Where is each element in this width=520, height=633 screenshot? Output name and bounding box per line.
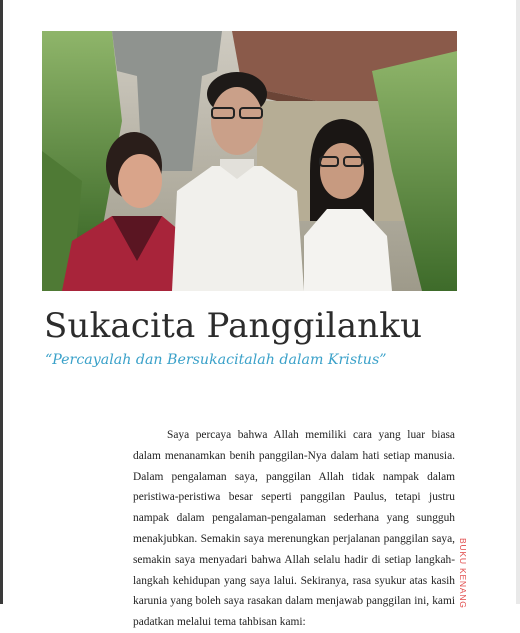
article-title: Sukacita Panggilanku — [44, 306, 423, 346]
side-section-label: BUKU KENANG — [458, 538, 468, 609]
family-photo — [42, 31, 457, 291]
article-body: Saya percaya bahwa Allah memiliki cara yang luar biasa dalam menanamkan benih panggilan-Nya dalam hati setiap manusia. Dalam pengalaman saya, panggilan Allah tidak nampak dalam peristiwa-peristiwa besar seperti panggilan Paulus, tetapi justru nampak dalam pengalaman-pengalaman sederhana yang sungguh menakjubkan. Semakin saya merenungkan perjalanan panggilan saya, semakin saya menyadari bahwa Allah selalu hadir di setiap langkah-langkah kehidupan yang saya lalui. Sekiranya, rasa syukur atas kasih karunia yang boleh saya rasakan dalam menjawab panggilan ini, kami padatkan melalui tema tahbisan kami: — [133, 429, 455, 629]
page-edge-right — [516, 0, 520, 604]
page-edge-left — [0, 0, 3, 604]
article-subtitle: “Percayalah dan Bersukacitalah dalam Kristus” — [45, 352, 387, 368]
